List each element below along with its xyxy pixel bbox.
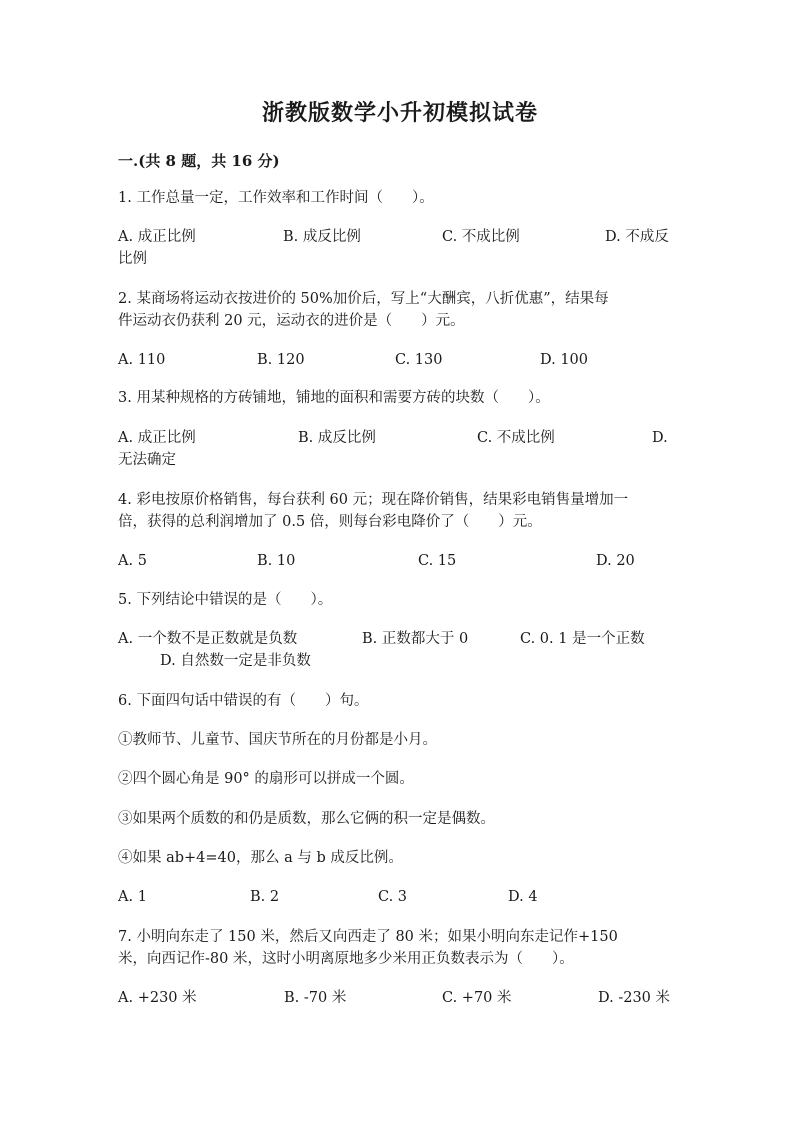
question-6-statement-4: ④如果 ab+4=40，那么 a 与 b 成反比例。 xyxy=(118,850,403,866)
question-6-statement-1: ①教师节、儿童节、国庆节所在的月份都是小月。 xyxy=(118,732,437,748)
question-1-option-c: C. 不成比例 xyxy=(442,229,520,245)
question-1-option-d-wrap: 比例 xyxy=(118,251,147,267)
question-4-option-a: A. 5 xyxy=(118,553,147,569)
question-3-option-d: D. xyxy=(652,430,668,446)
question-2-option-d: D. 100 xyxy=(540,352,589,368)
question-2-option-a: A. 110 xyxy=(118,352,166,368)
question-7-stem-line-1: 7. 小明向东走了 150 米，然后又向西走了 80 米；如果小明向东走记作+150 xyxy=(118,929,618,945)
question-2-option-b: B. 120 xyxy=(257,352,305,368)
question-6-option-b: B. 2 xyxy=(250,889,280,905)
question-7-stem-line-2: 米，向西记作-80 米，这时小明离原地多少米用正负数表示为（ ）。 xyxy=(118,951,574,967)
question-5-option-c: C. 0. 1 是一个正数 xyxy=(520,631,645,647)
question-1-option-d: D. 不成反 xyxy=(605,229,669,245)
question-6-stem: 6. 下面四句话中错误的有（ ）句。 xyxy=(118,693,369,709)
question-3-option-d-wrap: 无法确定 xyxy=(118,452,176,468)
page-title: 浙教版数学小升初模拟试卷 xyxy=(261,100,538,126)
question-7-option-c: C. +70 米 xyxy=(442,990,512,1006)
question-5-option-a: A. 一个数不是正数就是负数 xyxy=(118,631,298,647)
question-7-option-b: B. -70 米 xyxy=(284,990,347,1006)
question-3-option-b: B. 成反比例 xyxy=(298,430,376,446)
question-6-option-a: A. 1 xyxy=(118,889,147,905)
question-3-option-c: C. 不成比例 xyxy=(477,430,555,446)
question-6-statement-3: ③如果两个质数的和仍是质数，那么它俩的积一定是偶数。 xyxy=(118,811,495,827)
question-2-stem-line-1: 2. 某商场将运动衣按进价的 50%加价后，写上“大酬宾，八折优惠”，结果每 xyxy=(118,291,609,307)
question-6-option-d: D. 4 xyxy=(508,889,538,905)
question-3-stem: 3. 用某种规格的方砖铺地，铺地的面积和需要方砖的块数（ ）。 xyxy=(118,390,550,406)
question-4-stem-line-1: 4. 彩电按原价格销售，每台获利 60 元；现在降价销售，结果彩电销售量增加一 xyxy=(118,492,629,508)
question-2-option-c: C. 130 xyxy=(395,352,443,368)
question-6-statement-2: ②四个圆心角是 90° 的扇形可以拼成一个圆。 xyxy=(118,771,414,787)
question-5-option-b: B. 正数都大于 0 xyxy=(362,631,469,647)
question-7-option-d: D. -230 米 xyxy=(598,990,671,1006)
question-1-option-a: A. 成正比例 xyxy=(118,229,196,245)
question-4-option-d: D. 20 xyxy=(596,553,635,569)
question-1-stem: 1. 工作总量一定，工作效率和工作时间（ ）。 xyxy=(118,190,434,206)
question-4-stem-line-2: 倍，获得的总利润增加了 0.5 倍，则每台彩电降价了（ ）元。 xyxy=(118,514,542,530)
question-7-option-a: A. +230 米 xyxy=(118,990,197,1006)
question-4-option-b: B. 10 xyxy=(257,553,296,569)
question-1-option-b: B. 成反比例 xyxy=(283,229,361,245)
section-heading: 一.(共 8 题，共 16 分) xyxy=(118,152,280,170)
question-3-option-a: A. 成正比例 xyxy=(118,430,196,446)
question-5-option-d: D. 自然数一定是非负数 xyxy=(160,653,311,669)
question-6-option-c: C. 3 xyxy=(378,889,408,905)
question-4-option-c: C. 15 xyxy=(418,553,457,569)
question-5-stem: 5. 下列结论中错误的是（ ）。 xyxy=(118,592,333,608)
question-2-stem-line-2: 件运动衣仍获利 20 元，运动衣的进价是（ ）元。 xyxy=(118,313,465,329)
